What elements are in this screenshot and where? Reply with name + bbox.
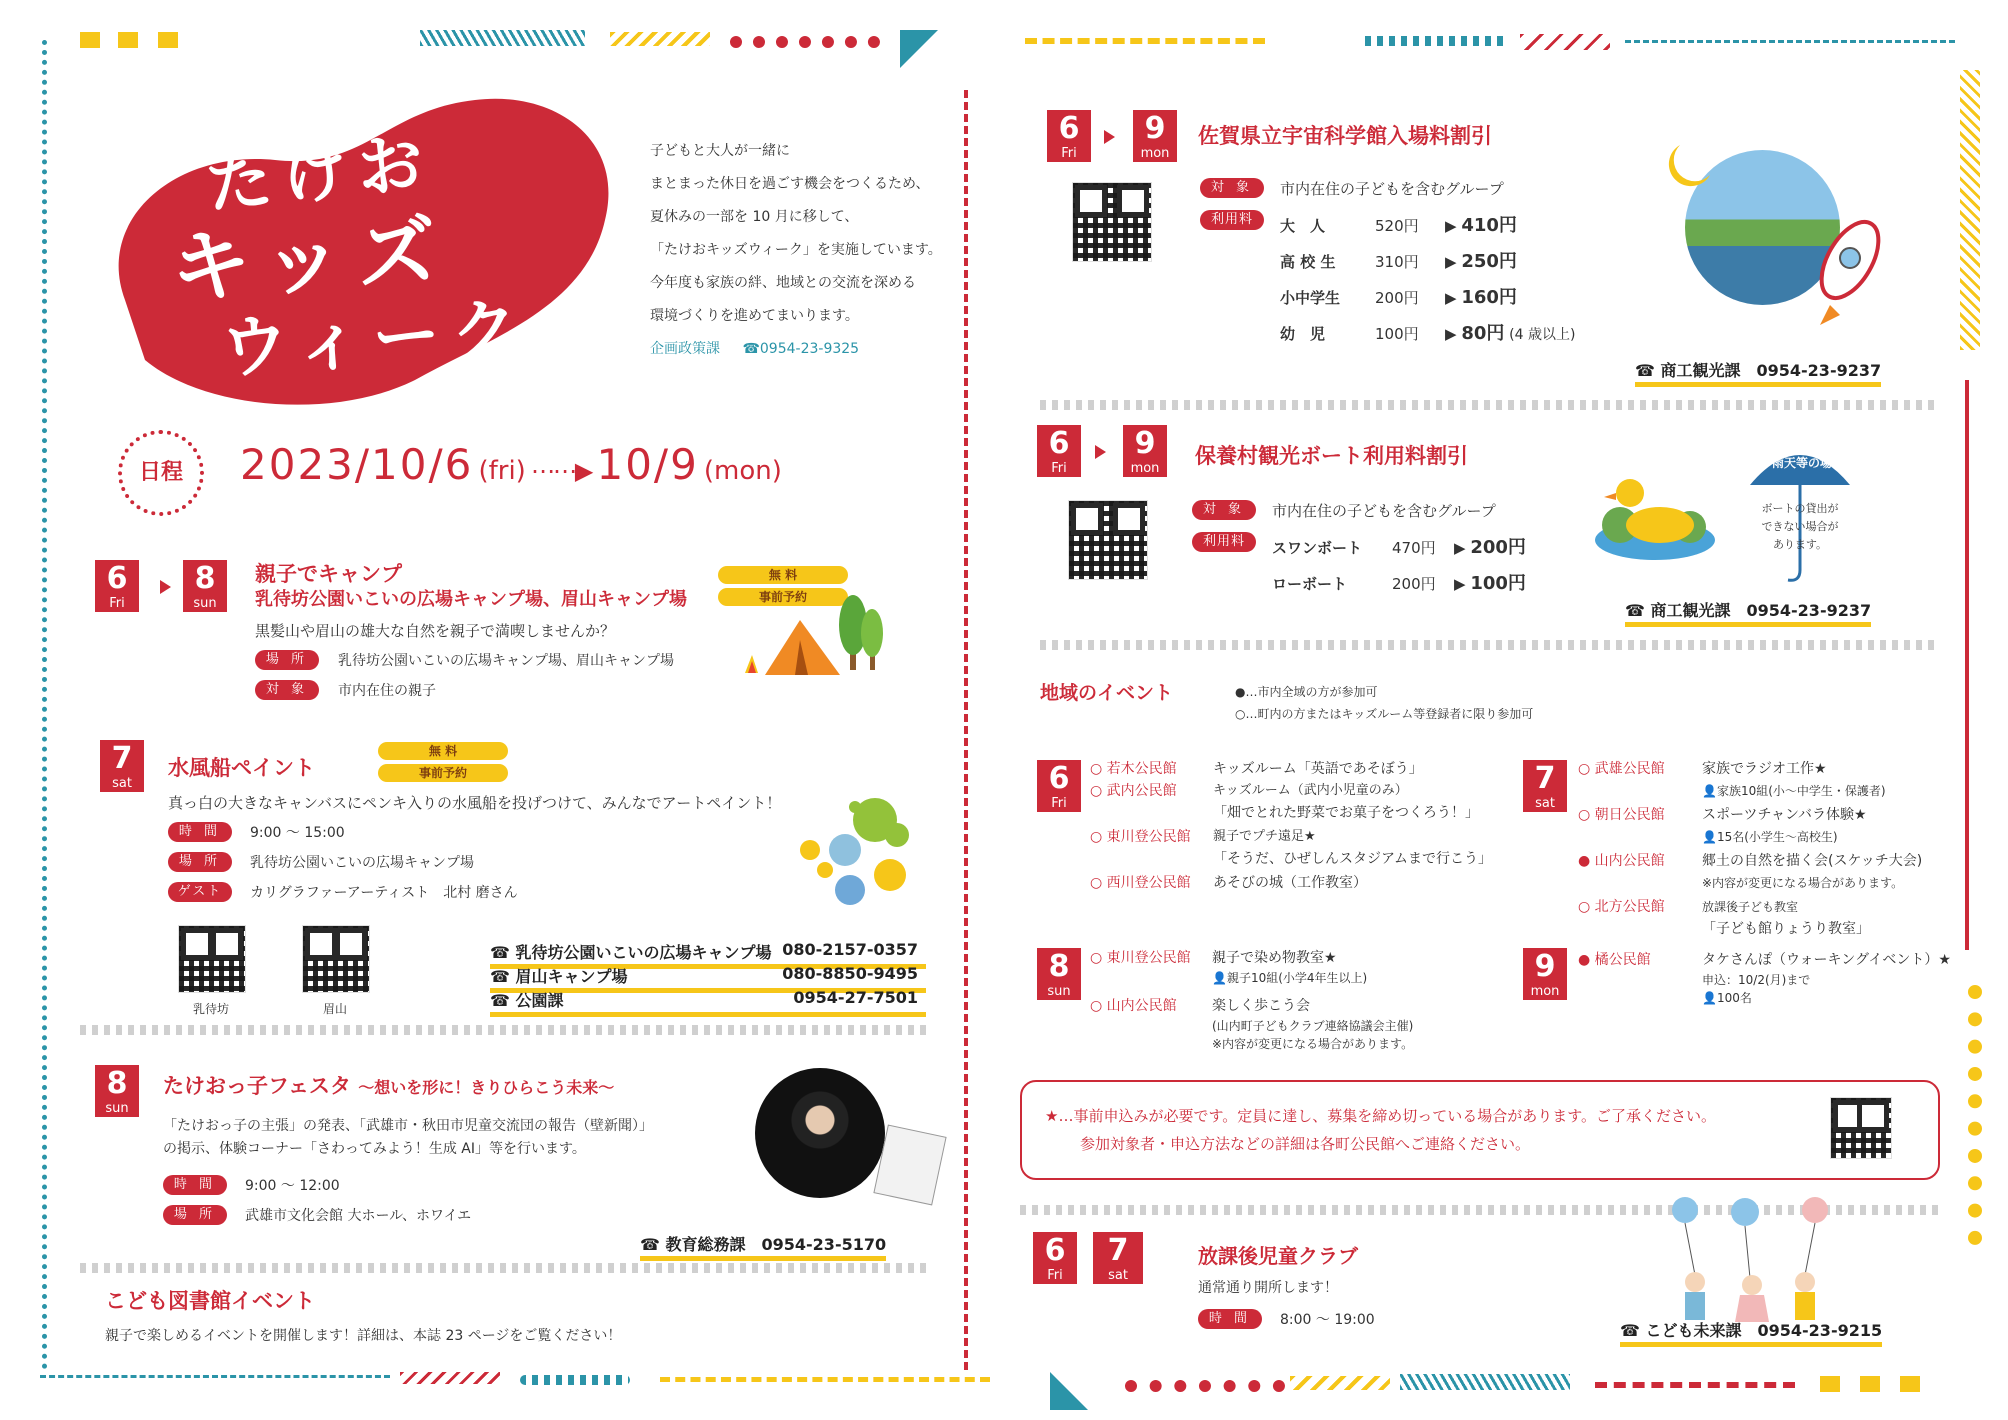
paint-contact-1: ☎ 乳待坊公園いこいの広場キャンプ場 080-2157-0357 bbox=[490, 940, 926, 969]
top-teal-wave bbox=[1365, 36, 1505, 46]
right-yellow-dots bbox=[1968, 985, 1982, 1245]
list-item: 「そうだ、ひぜしんスタジアムまで行こう」 bbox=[1213, 851, 1493, 867]
list-item: 👤100名 bbox=[1702, 991, 1752, 1005]
fee-row: 小中学生 200円 ▶ 160円 bbox=[1280, 287, 1517, 308]
schedule-end: 10/9 bbox=[596, 440, 699, 489]
bottom-yellow-block bbox=[1820, 1376, 1840, 1392]
list-item: ○ 東川登公民館 親子で染め物教室★ bbox=[1090, 950, 1337, 966]
paint-guest: カリグラファーアーティスト 北村 磨さん bbox=[250, 885, 518, 901]
rain-title: 雨天等の場合 bbox=[1772, 456, 1845, 470]
camp-subtitle: 乳待坊公園いこいの広場キャンプ場、眉山キャンプ場 bbox=[255, 589, 687, 610]
list-item: 👤親子10組(小学4年生以上) bbox=[1212, 971, 1368, 985]
divider-wave bbox=[80, 1263, 930, 1273]
camp-place: 乳待坊公園いこいの広場キャンプ場、眉山キャンプ場 bbox=[338, 653, 674, 669]
list-item: ○ 朝日公民館 スポーツチャンバラ体験★ bbox=[1578, 807, 1867, 823]
intro-line: 夏休みの一部を 10 月に移して、 bbox=[650, 209, 859, 225]
intro-line: 「たけおキッズウィーク」を実施しています。 bbox=[650, 242, 942, 258]
library-desc: 親子で楽しめるイベントを開催します！詳細は、本誌 23 ページをご覧ください！ bbox=[105, 1328, 622, 1344]
local-date-8: 8 sun bbox=[1037, 948, 1081, 1000]
list-item: ○ 若木公民館 キッズルーム「英語であそぼう」 bbox=[1090, 761, 1423, 777]
festa-time-tag: 時 間 bbox=[163, 1175, 227, 1195]
science-target: 市内在住の子どもを含むグループ bbox=[1280, 180, 1504, 198]
qr-code-mayuyama[interactable] bbox=[302, 925, 370, 993]
divider-wave bbox=[1040, 640, 1940, 650]
intro-line: まとまった休日を過ごす機会をつくるため、 bbox=[650, 176, 930, 192]
intro-line: 子どもと大人が一緒に bbox=[650, 143, 790, 159]
top-yellow-blocks bbox=[80, 32, 100, 48]
paint-contact-2: ☎ 眉山キャンプ場 080-8850-9495 bbox=[490, 964, 926, 993]
paint-badge-reserve: 事前予約 bbox=[378, 764, 508, 782]
camp-badge-reserve: 事前予約 bbox=[718, 588, 848, 606]
festa-contact: ☎ 教育総務課 0954-23-5170 bbox=[640, 1232, 886, 1261]
hero-title-line2: キッズ bbox=[167, 203, 454, 316]
science-date-end: 9 mon bbox=[1133, 110, 1177, 162]
top-teal-dash bbox=[1625, 40, 1955, 43]
qr-code-boat[interactable] bbox=[1068, 500, 1148, 580]
bottom-red-zigzag bbox=[400, 1372, 500, 1384]
right-edge-dots bbox=[964, 90, 968, 1370]
top-yellow-blocks bbox=[158, 32, 178, 48]
local-day9-list bbox=[1578, 950, 1951, 1006]
list-item: 👤家族10組(小～中学生・保護者) bbox=[1702, 784, 1886, 798]
library-title: こども図書館イベント bbox=[105, 1289, 315, 1313]
schedule-label: 日程 bbox=[118, 430, 204, 516]
rain-text: ボートの貸出が できない場合が あります。 bbox=[1761, 502, 1839, 551]
camp-date-end: 8 sun bbox=[183, 560, 227, 612]
afterschool-time: 8:00 ～ 19:00 bbox=[1280, 1312, 1375, 1328]
schedule-end-day: (mon) bbox=[703, 456, 782, 486]
local-title: 地域のイベント bbox=[1040, 682, 1174, 704]
afterschool-contact: ☎ こども未来課 0954-23-9215 bbox=[1620, 1318, 1882, 1347]
top-red-dots bbox=[730, 36, 880, 50]
list-item: 申込：10/2(月)まで bbox=[1702, 973, 1811, 987]
list-item: ○ 山内公民館 楽しく歩こう会 bbox=[1090, 998, 1310, 1014]
science-fee-table bbox=[1280, 208, 1575, 353]
afterschool-title: 放課後児童クラブ bbox=[1198, 1244, 1358, 1268]
divider-wave bbox=[1040, 400, 1940, 410]
paint-place-tag: 場 所 bbox=[168, 852, 232, 872]
fee-row: 大 人 520円 ▶ 410円 bbox=[1280, 215, 1517, 236]
top-hatch bbox=[420, 30, 585, 46]
tent-illustration bbox=[740, 585, 890, 685]
list-item: ○ 武雄公民館 家族でラジオ工作★ bbox=[1578, 761, 1827, 777]
science-fee-tag: 利用料 bbox=[1200, 210, 1264, 230]
top-teal-triangle bbox=[900, 30, 938, 68]
divider-wave bbox=[80, 1025, 930, 1035]
local-date-9: 9 mon bbox=[1523, 948, 1567, 1000]
camp-title: 親子でキャンプ bbox=[255, 562, 402, 586]
fee-row: 高 校 生 310円 ▶ 250円 bbox=[1280, 251, 1517, 272]
list-item: 👤15名(小学生～高校生) bbox=[1702, 830, 1838, 844]
hero-title-line1: たけお bbox=[202, 123, 438, 224]
afterschool-date-1: 6 Fri bbox=[1033, 1232, 1077, 1284]
festa-title: たけおっ子フェスタ ～想いを形に！きりひらこう未来～ bbox=[163, 1074, 615, 1098]
left-border-dots bbox=[42, 40, 47, 1370]
list-item: 「子ども館りょうり教室」 bbox=[1702, 921, 1870, 937]
fee-row: スワンボート 470円 ▶ 200円 bbox=[1272, 537, 1526, 558]
festa-photo bbox=[755, 1068, 885, 1198]
intro-text bbox=[650, 135, 942, 366]
bottom-yellow-dashes bbox=[660, 1377, 990, 1382]
boat-arrow bbox=[1095, 445, 1106, 459]
qr-code-science[interactable] bbox=[1072, 182, 1152, 262]
camp-badge-free: 無 料 bbox=[718, 566, 848, 584]
science-contact: ☎ 商工観光課 0954-23-9237 bbox=[1635, 358, 1881, 387]
bottom-dash-line bbox=[40, 1375, 390, 1378]
local-date-7: 7 sat bbox=[1523, 760, 1567, 812]
schedule-start-day: (fri) bbox=[478, 456, 526, 486]
list-item: ○ 北方公民館 放課後子ども教室 bbox=[1578, 899, 1799, 915]
paint-date: 7 sat bbox=[100, 740, 144, 792]
right-red-line bbox=[1965, 380, 1969, 950]
local-legend-2: ○…町内の方またはキッズルーム等登録者に限り参加可 bbox=[1235, 707, 1534, 721]
notice-line-1: ★…事前申込みが必要です。定員に達し、募集を締め切っている場合があります。ご了承ください。 bbox=[1045, 1107, 1717, 1125]
list-item: ● 橘公民館 タケさんぽ（ウォーキングイベント）★ bbox=[1578, 952, 1951, 968]
qr-code-kominkan[interactable] bbox=[1830, 1097, 1892, 1159]
schedule-start: 2023/10/6 bbox=[240, 440, 474, 489]
top-yellow-blocks bbox=[118, 32, 138, 48]
boat-target-tag: 対 象 bbox=[1192, 500, 1256, 520]
local-day7-list bbox=[1578, 758, 1923, 940]
list-item: (山内町子どもクラブ連絡協議会主催) bbox=[1212, 1019, 1414, 1033]
paint-time-tag: 時 間 bbox=[168, 822, 232, 842]
camp-desc: 黒髪山や眉山の雄大な自然を親子で満喫しませんか？ bbox=[255, 622, 616, 640]
science-date-start: 6 Fri bbox=[1047, 110, 1091, 162]
afterschool-desc: 通常通り開所します！ bbox=[1198, 1280, 1338, 1296]
bottom-teal-wave bbox=[520, 1375, 630, 1385]
festa-place-tag: 場 所 bbox=[163, 1205, 227, 1225]
local-day8-list bbox=[1090, 948, 1414, 1052]
newspaper-illustration bbox=[873, 1125, 946, 1206]
fee-row: 幼 児 100円 ▶ 80円 (4 歳以上) bbox=[1280, 323, 1576, 344]
paint-desc: 真っ白の大きなキャンバスにペンキ入りの水風船を投げつけて、みんなでアートペイント！ bbox=[168, 794, 782, 812]
top-zigzag bbox=[610, 32, 710, 46]
bottom-red-dash bbox=[1595, 1382, 1795, 1388]
local-date-6: 6 Fri bbox=[1037, 760, 1081, 812]
moon-rocket-illustration bbox=[1660, 130, 1900, 330]
festa-date: 8 sun bbox=[95, 1065, 139, 1117]
schedule-arrow: ⋯⋯▶ bbox=[530, 457, 592, 485]
camp-target: 市内在住の親子 bbox=[338, 683, 436, 699]
festa-place: 武雄市文化会館 大ホール、ホワイエ bbox=[245, 1208, 472, 1224]
boat-contact: ☎ 商工観光課 0954-23-9237 bbox=[1625, 598, 1871, 627]
intro-phone: ☎0954-23-9325 bbox=[742, 341, 860, 357]
paint-title: 水風船ペイント bbox=[168, 756, 315, 780]
boat-title: 保養村観光ボート利用料割引 bbox=[1195, 444, 1468, 468]
festa-desc1: 「たけおっ子の主張」の発表、「武雄市・秋田市児童交流団の報告（壁新聞）」 bbox=[163, 1118, 653, 1134]
notice-line-2: 参加対象者・申込方法などの詳細は各町公民館へご連絡ください。 bbox=[1080, 1135, 1531, 1153]
local-legend-1: ●…市内全域の方が参加可 bbox=[1235, 685, 1378, 699]
bottom-red-dots bbox=[1125, 1380, 1285, 1392]
intro-dept: 企画政策課 bbox=[650, 341, 720, 357]
list-item: ● 山内公民館 郷土の自然を描く会(スケッチ大会) bbox=[1578, 853, 1923, 869]
list-item: ※内容が変更になる場合があります。 bbox=[1212, 1037, 1414, 1051]
list-item: 「畑でとれた野菜でお菓子をつくろう！」 bbox=[1213, 805, 1479, 821]
afterschool-time-tag: 時 間 bbox=[1198, 1309, 1262, 1329]
qr-code-nyutaibo[interactable] bbox=[178, 925, 246, 993]
paint-badge-free: 無 料 bbox=[378, 742, 508, 760]
right-yellow-hatch bbox=[1960, 70, 1980, 350]
list-item: ※内容が変更になる場合があります。 bbox=[1702, 876, 1904, 890]
intro-line: 環境づくりを進めてまいります。 bbox=[650, 308, 859, 324]
local-day6-list bbox=[1090, 758, 1493, 894]
list-item: ○ 西川登公民館 あそびの城（工作教室） bbox=[1090, 875, 1367, 891]
kids-balloons-illustration bbox=[1665, 1190, 1835, 1330]
camp-place-tag: 場 所 bbox=[255, 650, 319, 670]
list-item: ○ 武内公民館 キッズルーム（武内小児童のみ） bbox=[1090, 783, 1408, 799]
bottom-yellow-block bbox=[1860, 1376, 1880, 1392]
water-balloon-illustration bbox=[795, 795, 925, 915]
science-arrow bbox=[1104, 130, 1115, 144]
swan-boat-illustration bbox=[1590, 465, 1720, 565]
list-item: ○ 東川登公民館 親子でプチ遠足★ bbox=[1090, 829, 1316, 845]
paint-place: 乳待坊公園いこいの広場キャンプ場 bbox=[250, 855, 474, 871]
top-yellow-dash bbox=[1025, 38, 1265, 44]
qr-label-mayuyama: 眉山 bbox=[323, 1002, 348, 1016]
bottom-teal-triangle bbox=[1050, 1372, 1088, 1410]
boat-date-start: 6 Fri bbox=[1037, 425, 1081, 477]
boat-date-end: 9 mon bbox=[1123, 425, 1167, 477]
boat-fee-tag: 利用料 bbox=[1192, 532, 1256, 552]
afterschool-date-2: 7 sat bbox=[1093, 1232, 1143, 1284]
science-target-tag: 対 象 bbox=[1200, 178, 1264, 198]
notice-box bbox=[1020, 1080, 1940, 1180]
bottom-yellow-block bbox=[1900, 1376, 1920, 1392]
bottom-yellow-zigzag bbox=[1290, 1376, 1390, 1390]
fee-row: ローボート 200円 ▶ 100円 bbox=[1272, 573, 1526, 594]
hero-title-line3: ウィーク bbox=[218, 289, 531, 390]
science-title: 佐賀県立宇宙科学館入場料割引 bbox=[1198, 124, 1492, 148]
schedule-dates bbox=[240, 440, 782, 489]
camp-arrow bbox=[160, 580, 171, 594]
top-red-triangles bbox=[1520, 34, 1610, 50]
paint-time: 9:00 ～ 15:00 bbox=[250, 825, 345, 841]
intro-line: 今年度も家族の絆、地域との交流を深める bbox=[650, 275, 916, 291]
festa-desc2: の掲示、体験コーナー「さわってみよう！生成 AI」等を行います。 bbox=[163, 1141, 586, 1157]
qr-label-nyutaibo: 乳待坊 bbox=[193, 1002, 230, 1016]
paint-contact-3: ☎ 公園課 0954-27-7501 bbox=[490, 988, 926, 1017]
boat-target: 市内在住の子どもを含むグループ bbox=[1272, 502, 1496, 520]
festa-time: 9:00 ～ 12:00 bbox=[245, 1178, 340, 1194]
camp-date-start: 6 Fri bbox=[95, 560, 139, 612]
camp-target-tag: 対 象 bbox=[255, 680, 319, 700]
bottom-teal-hatch bbox=[1400, 1374, 1570, 1390]
boat-fee-table bbox=[1272, 530, 1526, 602]
paint-guest-tag: ゲスト bbox=[168, 882, 232, 902]
